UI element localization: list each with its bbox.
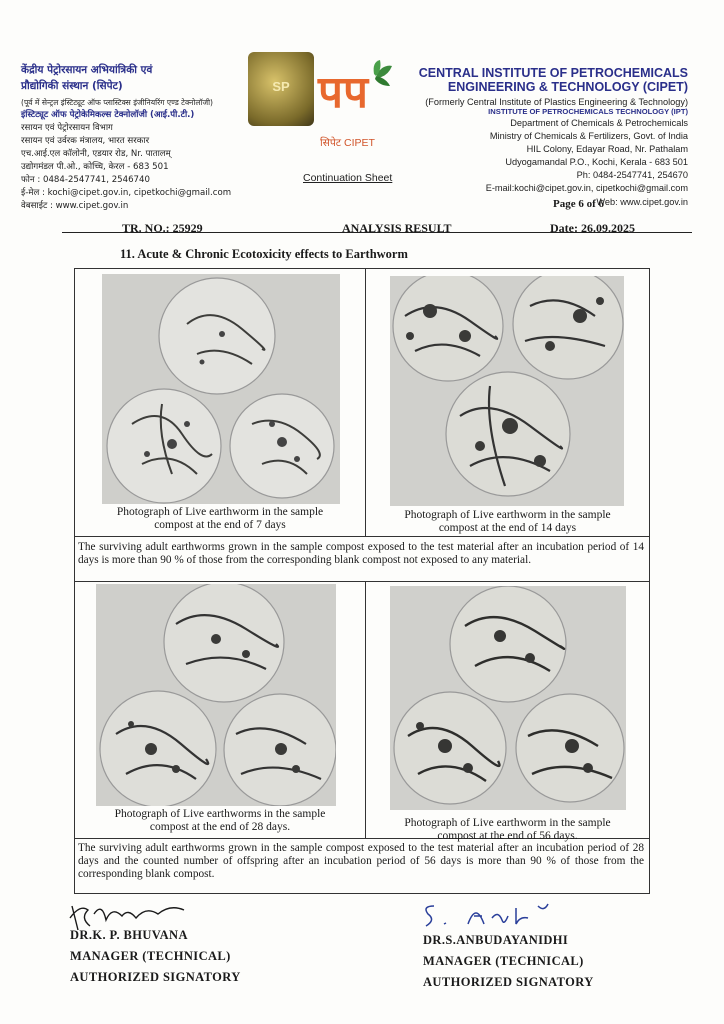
photo-day56	[390, 586, 626, 810]
hindi-address-2: उद्योगमंडल पी.ओ., कोच्चि, केरल - 683 501	[21, 162, 169, 172]
cipet-mark: पप	[318, 67, 368, 118]
result-note-14-days: The surviving adult earthworms grown in the sample compost exposed to the test material after an incubation period of 14 days is more than 90 % of those from the corresponding blank compost not exposed to any material.	[78, 541, 644, 566]
institute-name-2: ENGINEERING & TECHNOLOGY (CIPET)	[447, 80, 688, 94]
report-date: Date: 26.09.2025	[550, 221, 635, 235]
signatory-right-name: DR.S.ANBUDAYANIDHI	[423, 933, 569, 947]
table-rule-1	[74, 536, 649, 537]
hindi-institute-name-2: प्रौद्योगिकी संस्थान (सिपेट)	[21, 80, 123, 92]
report-title: ANALYSIS RESULT	[342, 221, 452, 235]
hindi-website: वेबसाईट : www.cipet.gov.in	[21, 201, 129, 211]
hindi-institute-name-1: केंद्रीय पेट्रोरसायन अभियांत्रिकी एवं	[21, 64, 153, 76]
signatory-left-role: MANAGER (TECHNICAL)	[70, 949, 231, 963]
ipt-line: INSTITUTE OF PETROCHEMICALS TECHNOLOGY (IPT)	[488, 107, 688, 116]
hindi-ipt: इंस्टिट्यूट ऑफ पेट्रोकेमिकल्स टेक्नोलॉजी (आई.पी.टी.)	[21, 110, 195, 120]
institute-name-1: CENTRAL INSTITUTE OF PETROCHEMICALS	[418, 66, 688, 80]
signatory-left-name: DR.K. P. BHUVANA	[70, 928, 188, 942]
photo-day14	[390, 276, 624, 506]
photo-day7	[102, 274, 340, 504]
caption-day56: Photograph of Live earthworm in the sample compost at the end of 56 days.	[404, 817, 611, 842]
hindi-formerly: (पूर्व में सेन्ट्रल इंस्टिट्यूट ऑफ प्लास्टिक्स इंजीनियरिंग एण्ड टेक्नोलॉजी)	[21, 98, 214, 107]
page-number: Page 6 of 6	[553, 198, 605, 210]
address-line-2: Udyogamandal P.O., Kochi, Kerala - 683 501	[505, 157, 688, 167]
phone-line: Ph: 0484-2547741, 254670	[576, 170, 688, 180]
hindi-ministry: रसायन एवं उर्वरक मंत्रालय, भारत सरकार	[21, 136, 150, 146]
signatory-right-title: AUTHORIZED SIGNATORY	[423, 975, 594, 989]
signatory-left	[70, 925, 241, 988]
web-line: Web: www.cipet.gov.in	[596, 197, 688, 207]
continuation-sheet-label: Continuation Sheet	[303, 172, 393, 184]
tr-number: TR. NO.: 25929	[122, 221, 203, 235]
signatory-right	[423, 930, 594, 993]
hindi-phone: फोन : 0484-2547741, 2546740	[21, 175, 150, 185]
signatory-left-title: AUTHORIZED SIGNATORY	[70, 970, 241, 984]
caption-day14: Photograph of Live earthworm in the sample compost at the end of 14 days	[404, 509, 611, 534]
caption-day7: Photograph of Live earthworm in the sample compost at the end of 7 days	[116, 506, 324, 531]
caption-day28: Photograph of Live earthworms in the sample compost at the end of 28 days.	[114, 808, 326, 833]
signatory-right-role: MANAGER (TECHNICAL)	[423, 954, 584, 968]
table-divider-bottom	[365, 581, 366, 838]
formerly-line: (Formerly Central Institute of Plastics Engineering & Technology)	[425, 97, 688, 107]
ministry-line: Ministry of Chemicals & Fertilizers, Govt. of India	[489, 131, 688, 141]
hindi-address-1: एच.आई.एल कॉलोनी, एडयार रोड, Nr. पातालम्	[21, 149, 171, 159]
photo-day28	[96, 584, 336, 806]
department-line: Department of Chemicals & Petrochemicals	[510, 118, 688, 128]
section-title: 11. Acute & Chronic Ecotoxicity effects to Earthworm	[120, 247, 408, 261]
email-line: E-mail:kochi@cipet.gov.in, cipetkochi@gmail.com	[485, 183, 688, 193]
hindi-email: ई-मेल : kochi@cipet.gov.in, cipetkochi@gmail.com	[21, 188, 232, 198]
address-line-1: HIL Colony, Edayar Road, Nr. Pathalam	[526, 144, 688, 154]
hologram-seal: SP	[248, 52, 314, 126]
logo-caption: सिपेट CIPET	[320, 137, 375, 149]
result-note-56-days: The surviving adult earthworms grown in the sample compost exposed to the test material after an incubation period of 28 days and the counted number of offspring after an incubation period of 56 days is more than 90 % of those from the corresponding blank compost.	[78, 842, 644, 880]
hindi-department: रसायन एवं पेट्रोरसायन विभाग	[21, 123, 113, 133]
table-divider-top	[365, 268, 366, 536]
table-rule-2	[74, 581, 649, 582]
cipet-logo	[248, 52, 390, 134]
signature-anbudayanidhi	[420, 898, 570, 932]
